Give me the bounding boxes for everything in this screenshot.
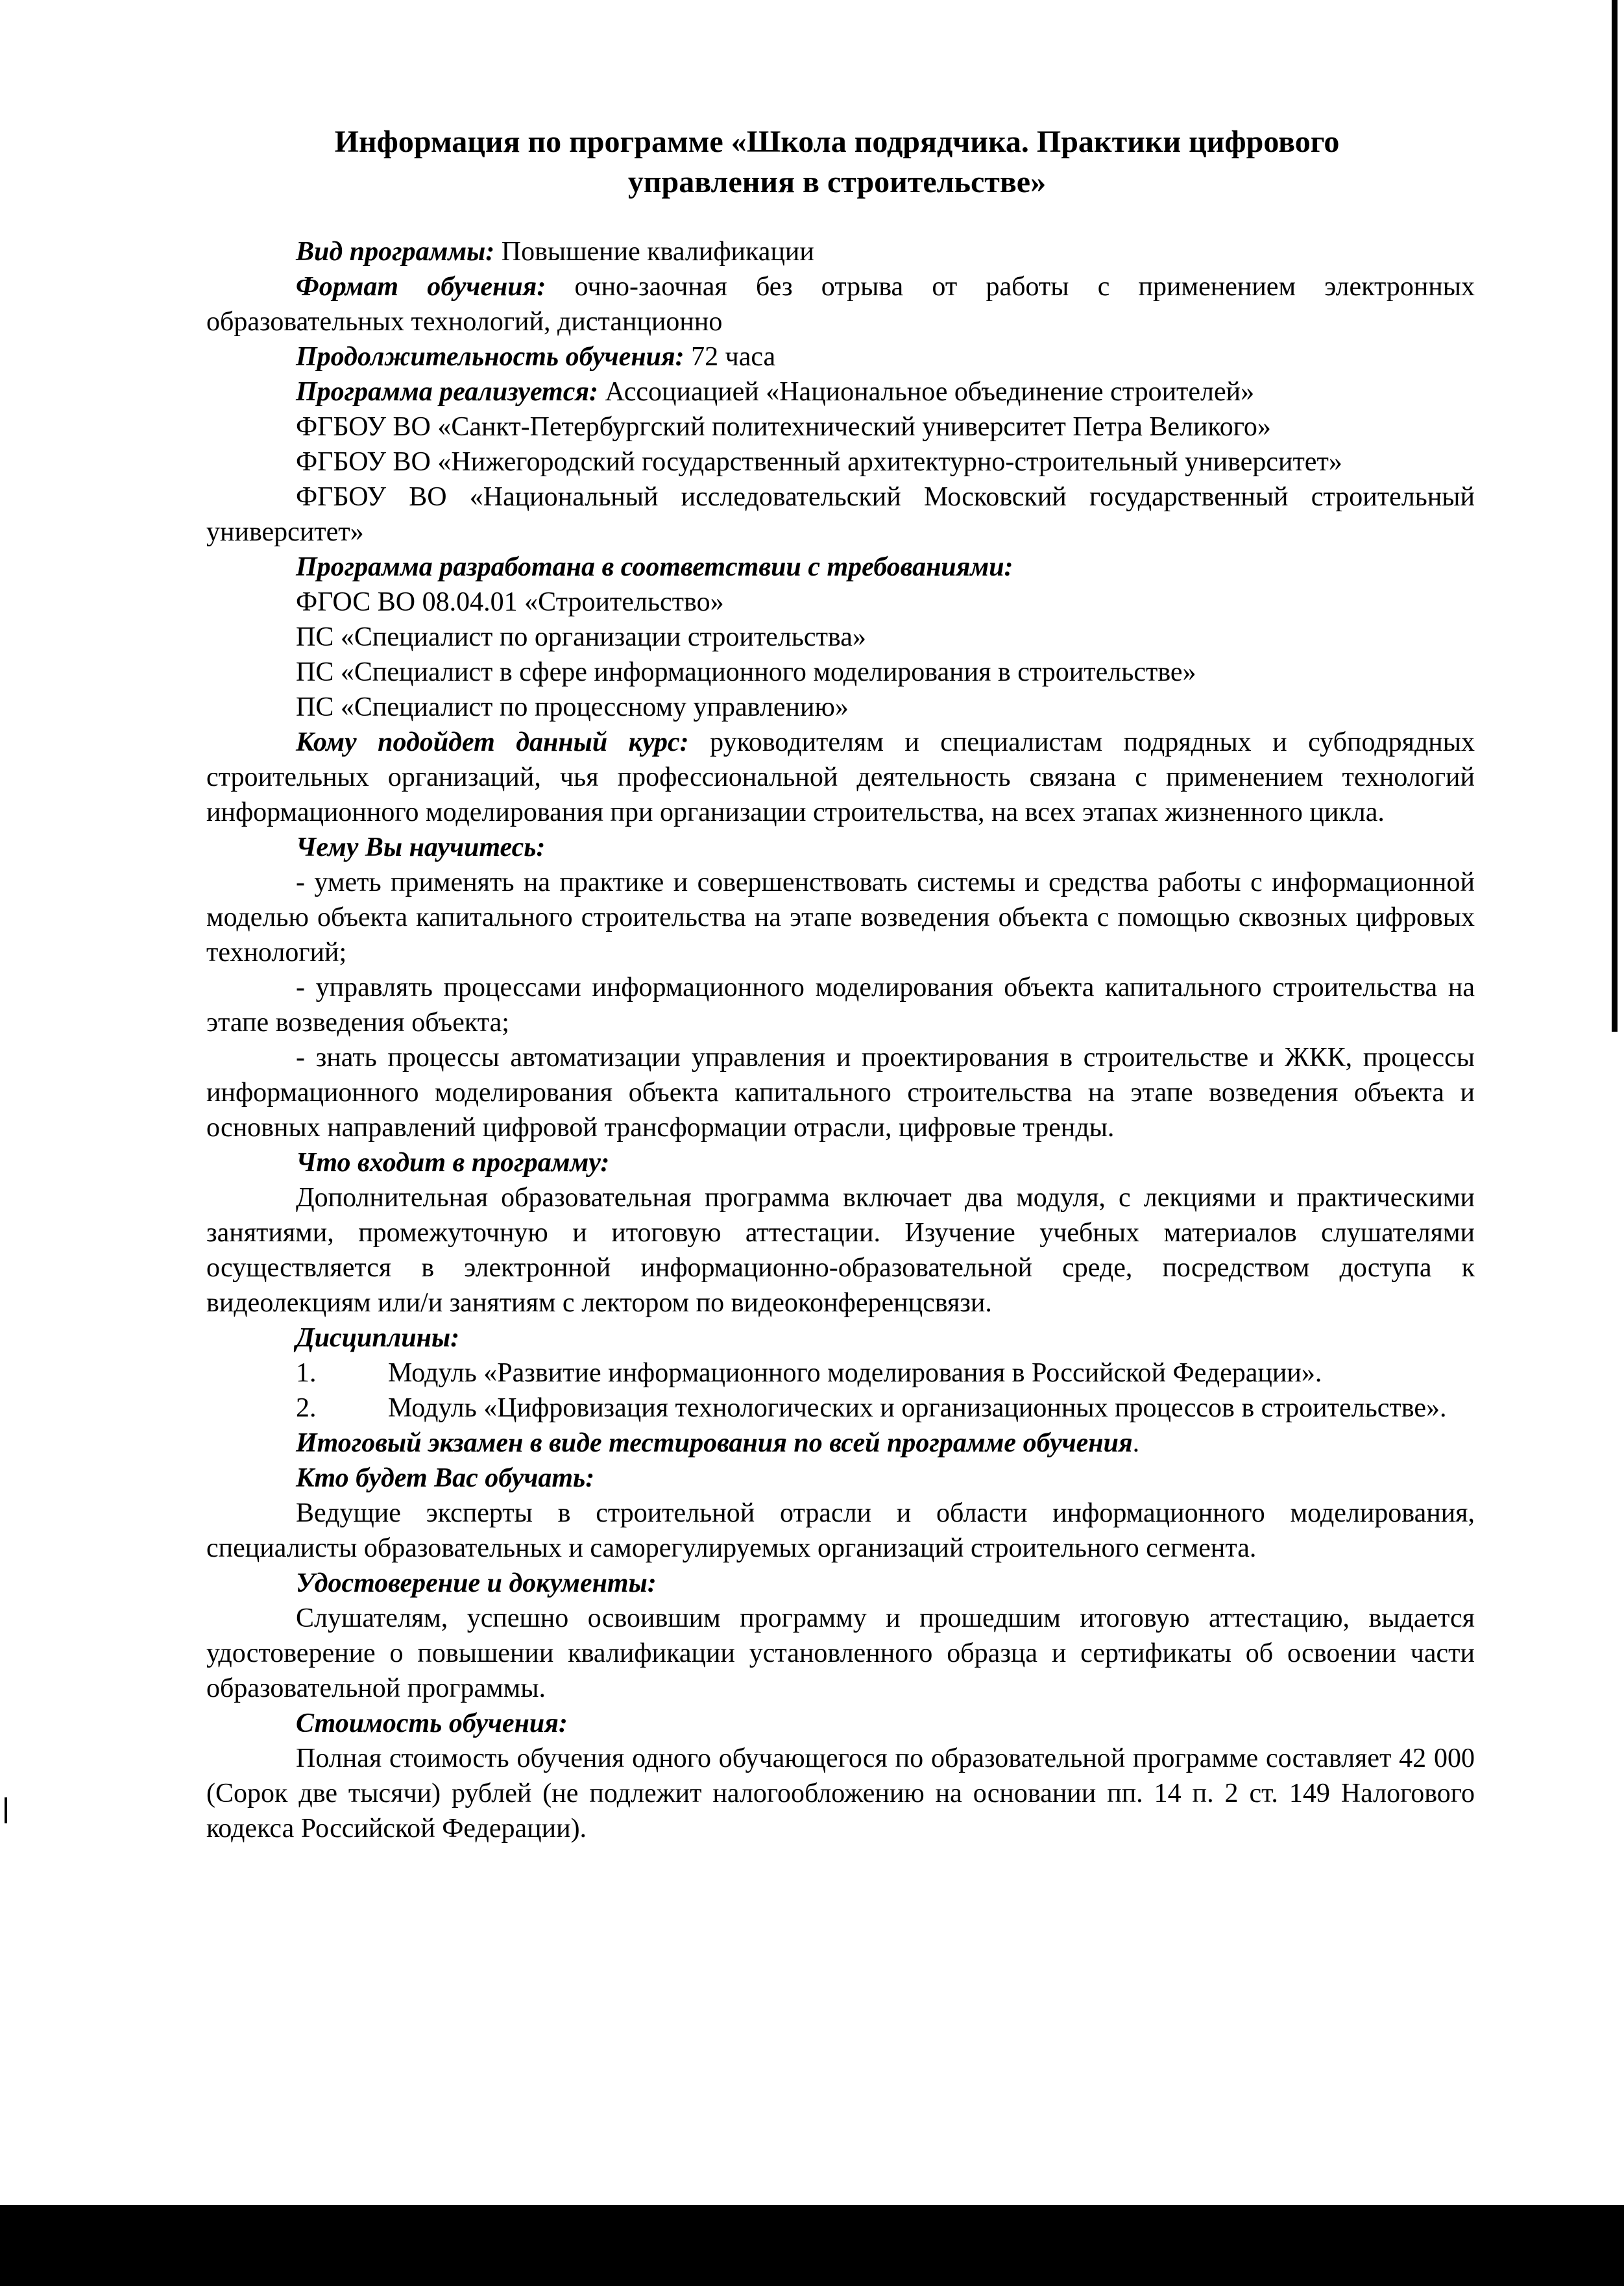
audience-label: Кому подойдет данный курс:	[296, 727, 689, 757]
final-exam-paragraph	[206, 1426, 1475, 1461]
audience-paragraph	[206, 725, 1475, 830]
teachers-value: Ведущие эксперты в строительной отрасли и области информационного моделирования, специалисты образовательных и саморегулируемых организаций строительного сегмента.	[206, 1498, 1475, 1563]
format-paragraph	[206, 269, 1475, 339]
implementer-item: ФГБОУ ВО «Нижегородский государственный архитектурно-строительный университет»	[296, 447, 1342, 477]
final-exam-label: Итоговый экзамен в виде тестирования по всей программе обучения	[296, 1428, 1133, 1458]
audience-value: руководителям и специалистам подрядных и субподрядных строительных организаций, чья профессиональной деятельность связана с применением технологий информационного моделирования при организации строительства, на всех этапах жизненного цикла.	[206, 727, 1475, 827]
implementer-item: ФГБОУ ВО «Национальный исследовательский Московский государственный строительный университет»	[206, 482, 1475, 547]
standard-item: ПС «Специалист по организации строительства»	[296, 622, 866, 652]
discipline-text: Модуль «Развитие информационного моделирования в Российской Федерации».	[388, 1358, 1322, 1388]
duration-label: Продолжительность обучения:	[296, 342, 685, 372]
program-type-label: Вид программы:	[296, 237, 495, 267]
skills-label: Чему Вы научитесь:	[296, 833, 546, 862]
discipline-number: 1.	[296, 1358, 317, 1388]
document-body	[206, 234, 1475, 1846]
standard-item: ПС «Специалист в сфере информационного моделирования в строительстве»	[296, 657, 1196, 687]
skill-item: - знать процессы автоматизации управления и проектирования в строительстве и ЖКК, процессы информационного моделирования объекта капитального строительства на этапе возведения объекта и основных направлений цифровой трансформации отрасли, цифровые тренды.	[206, 1043, 1475, 1143]
program-type-paragraph	[206, 234, 1475, 269]
implementer-nostroy: Ассоциацией «Национальное объединение строителей»	[605, 377, 1255, 407]
certificate-label: Удостоверение и документы:	[296, 1568, 657, 1598]
scan-bottom-bar	[0, 2205, 1624, 2286]
title-line-1: Информация по программе «Школа подрядчика. Практики цифрового	[334, 125, 1340, 159]
implementer-item: ФГБОУ ВО «Санкт-Петербургский политехнический университет Петра Великого»	[296, 412, 1271, 442]
discipline-item	[206, 1356, 1475, 1391]
contents-value: Дополнительная образовательная программа включает два модуля, с лекциями и практическими занятиями, промежуточную и итоговую аттестации. Изучение учебных материалов слушателями осуществляется в электронной информационно-образовательной среде, посредством доступа к видеолекциям или/и занятиям с лектором по видеоконференцсвязи.	[206, 1183, 1475, 1318]
implementers-paragraph	[206, 374, 1475, 409]
teachers-label: Кто будет Вас обучать:	[296, 1463, 595, 1493]
skill-item: - уметь применять на практике и совершенствовать системы и средства работы с информационной моделью объекта капитального строительства на этапе возведения объекта с помощью сквозных цифровых технологий;	[206, 868, 1475, 967]
cost-value: Полная стоимость обучения одного обучающегося по образовательной программе составляет 42 000 (Сорок две тысячи) рублей (не подлежит налогообложению на основании пп. 14 п. 2 ст. 149 Налогового кодекса Российской Федерации).	[206, 1744, 1475, 1843]
discipline-text: Модуль «Цифровизация технологических и организационных процессов в строительстве».	[388, 1393, 1447, 1423]
scan-edge-line	[1612, 0, 1618, 1032]
discipline-number: 2.	[296, 1393, 317, 1423]
standard-item: ФГОС ВО 08.04.01 «Строительство»	[296, 587, 724, 617]
document-title	[195, 122, 1479, 202]
skill-item: - управлять процессами информационного моделирования объекта капитального строительства на этапе возведения объекта;	[206, 973, 1475, 1038]
duration-value: 72 часа	[691, 342, 776, 372]
standard-item: ПС «Специалист по процессному управлению»	[296, 692, 849, 722]
program-type-value: Повышение квалификации	[501, 237, 814, 267]
discipline-item	[206, 1391, 1475, 1426]
disciplines-label: Дисциплины:	[296, 1323, 460, 1353]
final-exam-tail: .	[1132, 1428, 1140, 1458]
certificate-value: Слушателям, успешно освоившим программу и прошедшим итоговую аттестацию, выдается удостоверение о повышении квалификации установленного образца и сертификаты об освоении части образовательной программы.	[206, 1603, 1475, 1703]
standards-label: Программа разработана в соответствии с требованиями:	[296, 552, 1013, 582]
format-value: очно-заочная без отрыва от работы с применением электронных образовательных технологий, дистанционно	[206, 272, 1475, 337]
implementers-label: Программа реализуется:	[296, 377, 598, 407]
contents-label: Что входит в программу:	[296, 1148, 610, 1178]
cost-label: Стоимость обучения:	[296, 1708, 568, 1738]
duration-paragraph	[206, 339, 1475, 374]
title-line-2: управления в строительстве»	[627, 165, 1047, 199]
format-label: Формат обучения:	[296, 272, 546, 302]
scan-mark	[5, 1797, 7, 1823]
